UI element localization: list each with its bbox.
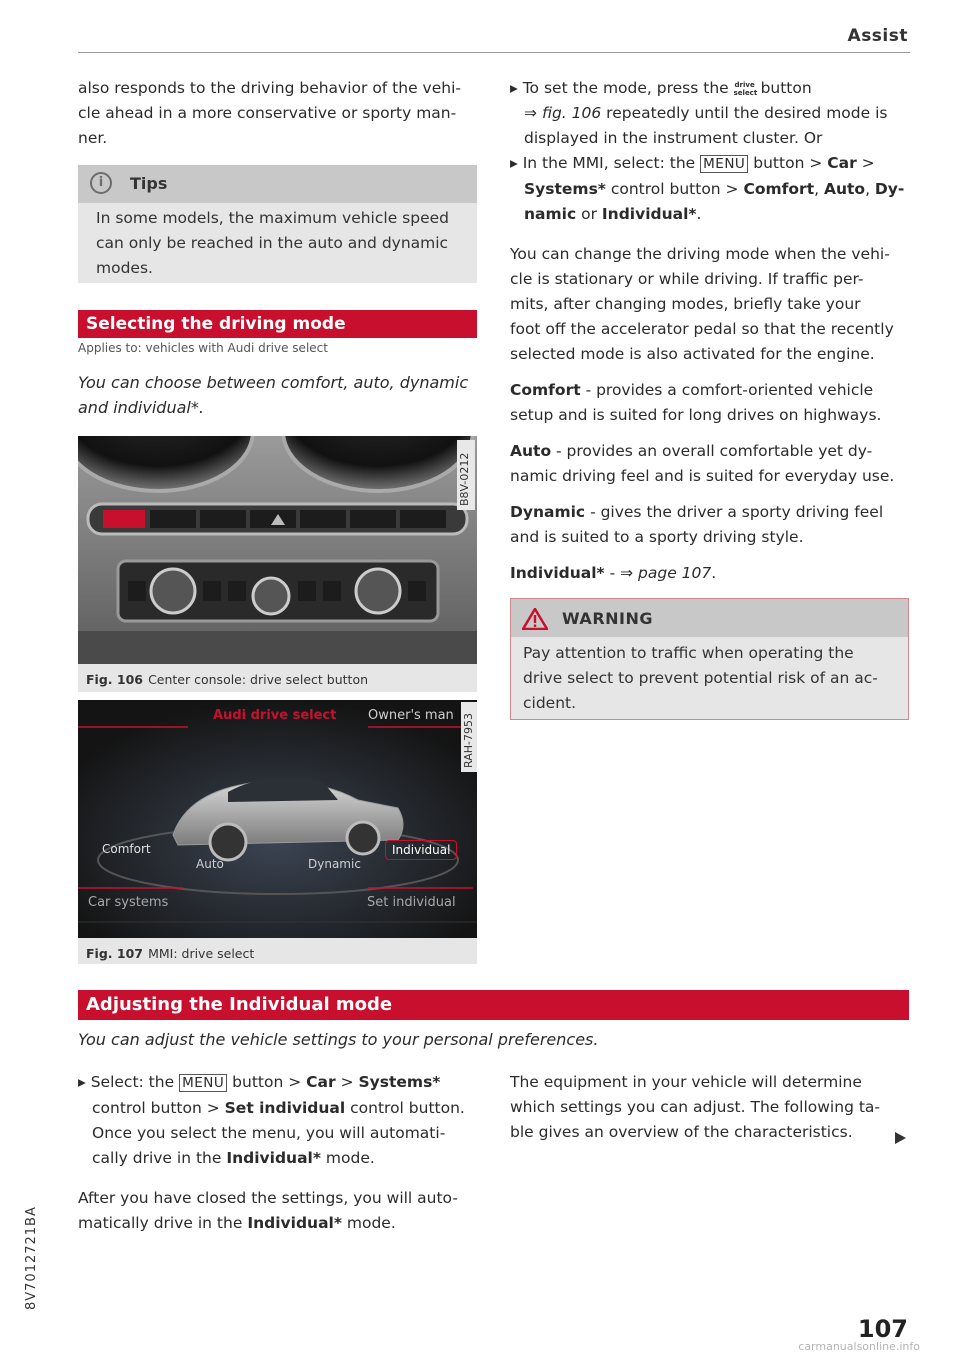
comfort-definition <box>510 378 910 428</box>
equipment-paragraph <box>510 1070 910 1145</box>
paragraph-line: which settings you can adjust. The following ta- <box>510 1098 881 1116</box>
definition-text: and is suited to a sporty driving style. <box>510 528 804 546</box>
step-text: Once you select the menu, you will automati- <box>92 1124 446 1142</box>
individual-definition: Individual* - ⇒ page 107. <box>510 564 717 582</box>
figure-106-code-strip <box>457 440 475 510</box>
lead-text <box>78 370 478 420</box>
intro-line: cle ahead in a more conservative or sporty man- <box>78 104 457 122</box>
step-text: repeatedly until the desired mode is <box>606 104 888 122</box>
step-term: Car <box>827 154 857 172</box>
tips-line: can only be reached in the auto and dynamic <box>96 234 449 252</box>
lead-line: and individual*. <box>78 398 204 417</box>
step-text: In the MMI, select: the <box>522 154 696 172</box>
step-text: cally drive in the <box>92 1149 222 1167</box>
figure-107-image <box>78 700 477 938</box>
step-text: button > <box>232 1073 302 1091</box>
step-text: control button. <box>350 1099 465 1117</box>
definition-text: namic driving feel and is suited for everyday use. <box>510 467 895 485</box>
paragraph-line <box>78 1211 478 1236</box>
warning-line: cident. <box>523 694 577 712</box>
center-console-illustration <box>78 436 477 664</box>
watermark: carmanualsonline.info <box>798 1340 920 1353</box>
section-label: Assist <box>847 26 908 46</box>
paragraph-text: matically drive in the <box>78 1214 243 1232</box>
page-number: 107 <box>857 1315 908 1343</box>
step-text: > <box>340 1073 354 1091</box>
step-2-cont: namic or Individual*. <box>524 205 702 223</box>
section-heading-individual: Adjusting the Individual mode <box>78 990 909 1020</box>
dynamic-definition <box>510 500 910 550</box>
info-icon: i <box>90 172 112 194</box>
figure-107-code-strip <box>461 702 477 772</box>
figure-code: B8V-0212 <box>458 452 471 506</box>
step-term: Dy- <box>874 180 905 198</box>
tips-line: modes. <box>96 259 153 277</box>
warning-line: Pay attention to traffic when operating the <box>523 644 854 662</box>
figure-label: Fig. 106 <box>86 672 143 687</box>
warning-title: WARNING <box>562 609 653 628</box>
step-term: Individual* <box>601 205 697 223</box>
step-term: Comfort <box>743 180 815 198</box>
step-text: mode. <box>325 1149 375 1167</box>
definition-term: Dynamic <box>510 503 586 521</box>
step-text: To set the mode, press the <box>522 79 729 97</box>
paragraph-line: cle is stationary or while driving. If traffic per- <box>510 270 864 288</box>
mmi-mode-auto: Auto <box>196 857 224 871</box>
definition-text: - provides an overall comfortable yet dy- <box>556 442 873 460</box>
document-code-strip <box>24 1170 44 1310</box>
mode-change-paragraph <box>510 242 910 367</box>
figure-106-caption <box>78 664 477 692</box>
figure-label: Fig. 107 <box>86 946 143 961</box>
paragraph-line: After you have closed the settings, you will auto- <box>78 1189 458 1207</box>
tips-line: In some models, the maximum vehicle speed <box>96 209 449 227</box>
figure-code: RAH-7953 <box>462 713 475 768</box>
step-text: Select: the <box>90 1073 175 1091</box>
definition-text: setup and is suited for long drives on highways. <box>510 406 882 424</box>
step-line <box>78 1096 478 1121</box>
individual-lead: You can adjust the vehicle settings to your personal preferences. <box>78 1030 599 1049</box>
menu-button-label: MENU <box>179 1074 227 1092</box>
auto-definition <box>510 439 910 489</box>
warning-line: drive select to prevent potential risk of an ac- <box>523 669 878 687</box>
figure-106-image <box>78 436 477 664</box>
step-text: control button > <box>92 1099 220 1117</box>
figure-caption-text: MMI: drive select <box>148 946 255 961</box>
mmi-mode-comfort: Comfort <box>102 842 151 856</box>
definition-term: Auto <box>510 442 552 460</box>
mmi-car-systems: Car systems <box>88 895 169 910</box>
intro-line: ner. <box>78 129 108 147</box>
after-settings-paragraph <box>78 1186 478 1236</box>
mmi-set-individual: Set individual <box>367 895 456 910</box>
intro-paragraph <box>78 76 478 151</box>
tips-title: Tips <box>130 174 168 193</box>
document-code: 8V7012721BA <box>24 1206 39 1310</box>
drive-select-button-icon: drive select <box>733 80 758 97</box>
figure-107-caption <box>78 938 477 964</box>
step-1 <box>510 76 910 101</box>
step-text: button <box>760 79 812 97</box>
warning-triangle-icon <box>522 608 548 634</box>
step-term: Car <box>306 1073 336 1091</box>
header-rule <box>78 52 910 53</box>
mmi-screen-title: Audi drive select <box>213 708 337 723</box>
definition-text: - provides a comfort-oriented vehicle <box>585 381 874 399</box>
tips-text <box>96 206 466 281</box>
paragraph-line: foot off the accelerator pedal so that the recently <box>510 320 894 338</box>
bullet-arrow-icon: ▸ <box>510 154 523 172</box>
mmi-mode-individual-selected: Individual <box>385 840 457 860</box>
mmi-owners-manual: Owner's man <box>368 708 454 723</box>
step-term: namic <box>524 205 577 223</box>
definition-term: Comfort <box>510 381 581 399</box>
step-text: button > <box>753 154 823 172</box>
step-text: > <box>861 154 875 172</box>
applies-to: Applies to: vehicles with Audi drive select <box>78 341 328 355</box>
step-line <box>78 1146 478 1171</box>
step-2-cont: Systems* control button > Comfort, Auto, Dy- <box>524 180 905 198</box>
section-heading-selecting: Selecting the driving mode <box>78 310 477 338</box>
step-line <box>78 1070 478 1096</box>
paragraph-line: selected mode is also activated for the engine. <box>510 345 875 363</box>
warning-text <box>523 641 893 716</box>
reference-arrow-icon: ⇒ <box>524 104 537 122</box>
figure-reference-link[interactable]: fig. 106 <box>541 104 602 122</box>
paragraph-term: Individual* <box>247 1214 342 1232</box>
step-text: or <box>581 205 597 223</box>
step-term: Individual* <box>226 1149 321 1167</box>
step-term: Set individual <box>224 1099 346 1117</box>
step-term: Auto <box>823 180 866 198</box>
right-steps <box>510 76 910 227</box>
bullet-arrow-icon: ▸ <box>78 1073 91 1091</box>
step-1-cont <box>510 101 910 126</box>
lead-line: You can choose between comfort, auto, dynamic <box>78 373 469 392</box>
definition-text: - gives the driver a sporty driving feel <box>590 503 884 521</box>
step-text: control button > <box>610 180 739 198</box>
menu-button-label: MENU <box>700 155 748 173</box>
page-reference-link[interactable]: page 107 <box>638 564 712 582</box>
figure-caption-text: Center console: drive select button <box>148 672 369 687</box>
paragraph-line: mits, after changing modes, briefly take your <box>510 295 861 313</box>
step-2 <box>510 151 910 177</box>
continue-arrow-icon <box>893 1130 907 1149</box>
step-term: Systems* <box>524 180 606 198</box>
definition-term: Individual* <box>510 564 605 582</box>
intro-line: also responds to the driving behavior of the vehi- <box>78 79 461 97</box>
paragraph-line: The equipment in your vehicle will determine <box>510 1073 862 1091</box>
mmi-mode-dynamic: Dynamic <box>308 857 361 871</box>
reference-arrow-icon: ⇒ <box>620 564 634 582</box>
paragraph-line: You can change the driving mode when the vehi- <box>510 245 890 263</box>
individual-steps <box>78 1070 478 1171</box>
step-text: displayed in the instrument cluster. Or <box>524 129 823 147</box>
paragraph-text: mode. <box>346 1214 396 1232</box>
step-term: Systems* <box>358 1073 441 1091</box>
paragraph-line: ble gives an overview of the characteristics. <box>510 1123 853 1141</box>
bullet-arrow-icon: ▸ <box>510 79 523 97</box>
